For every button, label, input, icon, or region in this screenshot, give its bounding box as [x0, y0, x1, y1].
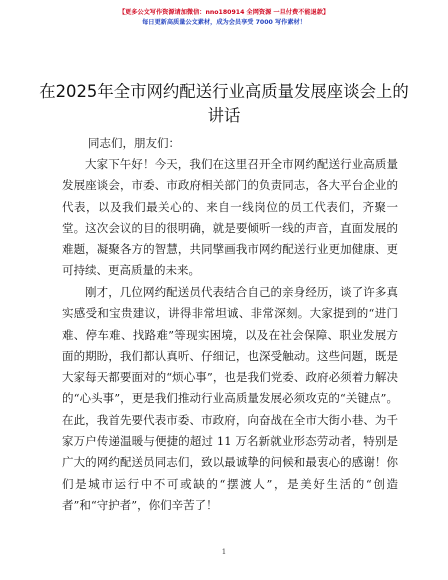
promo-line-2: 每日更新高质量公文素材，成为会员享受 7000 写作素材！	[142, 19, 306, 26]
document-title: 在2025年全市网约配送行业高质量发展座谈会上的讲话	[39, 82, 409, 125]
paragraph-2: 刚才，几位网约配送员代表结合自己的亲身经历，谈了许多真实感受和宝贵建议，讲得非常坦诚、非常深刻。大家提到的“进门难、停车难、找路难”等现实困境，以及在社会保障、职业发展方面的期盼，我们都认真听、仔细记，也深受触动。这些问题，既是大家每天都要面对的“烦心事”，也是我们党委、政府必须着力解决的“心头事”，更是我们推动行业高质量发展必须攻克的“关键点”。在此，我首先要代表市委、市政府，向奋战在全市大街小巷、为千家万户传递温暖与便捷的超过 11 万名新就业形态劳动者，特别是广大的网约配送员同志们，致以最诚挚的问候和最衷心的感谢！你们是城市运行中不可或缺的“摆渡人”，是美好生活的“创造者”和“守护者”，你们辛苦了！	[62, 285, 398, 512]
salutation: 同志们，朋友们：	[88, 136, 180, 150]
page-number: 1	[221, 548, 227, 556]
paragraph-1: 大家下午好！今天，我们在这里召开全市网约配送行业高质量发展座谈会，市委、市政府相关部门的负责同志，各大平台企业的代表，以及我们最关心的、来自一线岗位的员工代表们，齐聚一堂。这次会议的目的很明确，就是要倾听一线的声音，直面发展的难题，凝聚各方的智慧，共同擘画我市网约配送行业更加健康、更可持续、更高质量的未来。	[62, 157, 398, 278]
promo-line-1: 【更多公文写作资源请加微信：nno180914 全网资源 一旦付费不能退款】	[118, 9, 330, 16]
promo-banner	[0, 8, 448, 28]
